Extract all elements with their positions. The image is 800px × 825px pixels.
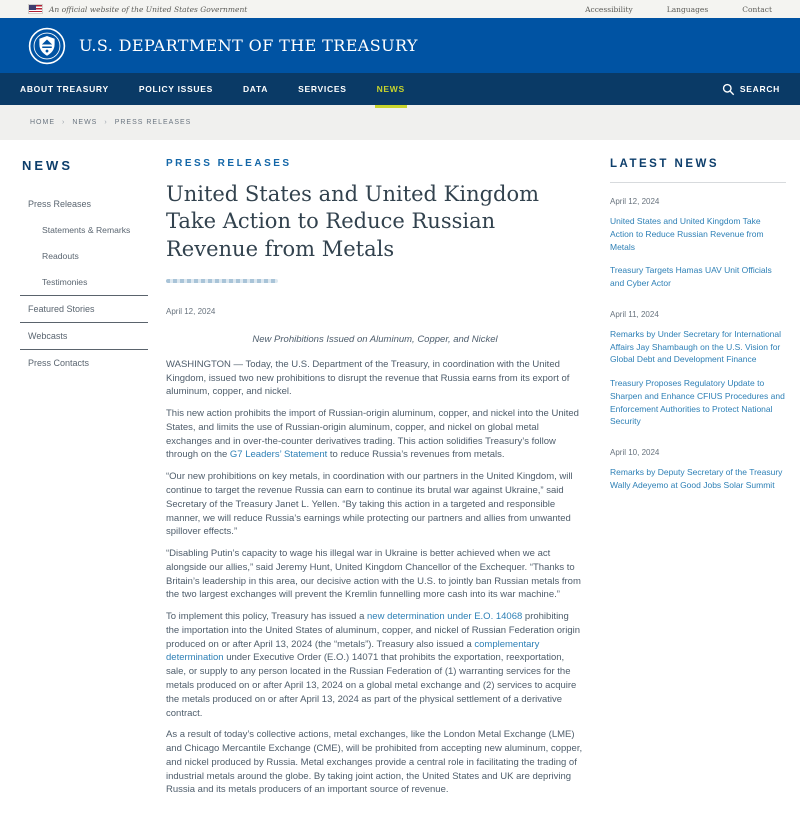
paragraph-text: “Our new prohibitions on key metals, in coordination with our partners in the United Kingdom, will continue to target the revenue Russia can earn to continue its brutal war against Ukraine,” said Secretary of the Treasury Janet L. Yellen. “By taking this action in a targeted and responsible manner, we will reduce Russia’s earnings while protecting our partners and allies from unwanted spillover effects.” (166, 471, 573, 538)
contact-link[interactable]: Contact (742, 4, 772, 14)
accessibility-link[interactable]: Accessibility (585, 4, 633, 14)
us-flag-icon (28, 4, 43, 14)
article-paragraph (166, 407, 584, 462)
utility-bar (0, 0, 800, 18)
breadcrumb-separator: › (62, 119, 66, 126)
sidebar-item-press-releases[interactable]: Press Releases (28, 199, 92, 209)
article-paragraph (166, 547, 584, 602)
languages-link[interactable]: Languages (666, 4, 709, 14)
active-tab-underline (375, 105, 407, 108)
paragraph-text: to reduce Russia’s revenues from metals. (327, 449, 505, 461)
paragraph-text: To implement this policy, Treasury has issued a (166, 611, 367, 623)
news-sidebar (0, 140, 148, 376)
latest-news-link[interactable]: United States and United Kingdom Take Action to Reduce Russian Revenue from Metals (610, 216, 764, 252)
article-kicker: PRESS RELEASES (166, 158, 292, 169)
g7-leaders-statement-link[interactable]: G7 Leaders’ Statement (229, 449, 328, 461)
nav-policy-issues[interactable]: POLICY ISSUES (138, 84, 213, 94)
paragraph-text: This new action prohibits the import of Russian-origin aluminum, copper, and nickel into the United States, and limits the use of Russian-origin aluminum, copper, and nickel on global metal exchanges and in over-the-counter derivatives trading. This action solidifies Treasury’s follow through on the (166, 408, 579, 461)
site-header (0, 18, 800, 73)
search-label: SEARCH (739, 84, 780, 94)
main-nav (0, 73, 800, 105)
article-paragraph (166, 610, 584, 720)
page-layout (0, 140, 800, 825)
paragraph-text: under Executive Order (E.O.) 14071 that prohibits the exportation, reexportation, sale, or supply to any person located in the Russian Federation of (1) warranting services for the metals produced on or after April 13, 2024 on a global metal exchange and (2) services to acquire the metals produced on or after April 13, 2024 as part of the physical settlement of a derivative contract. (166, 652, 577, 719)
latest-news-date: April 10, 2024 (610, 448, 660, 457)
search-icon (722, 83, 735, 96)
search-button[interactable] (722, 83, 780, 96)
nav-news-label: NEWS (376, 84, 405, 94)
utility-links (585, 5, 772, 14)
article-date: April 12, 2024 (166, 306, 216, 316)
latest-news-link[interactable]: Treasury Targets Hamas UAV Unit Officials and Cyber Actor (610, 265, 772, 288)
nav-news[interactable] (377, 73, 405, 105)
latest-news-group (610, 448, 786, 492)
paragraph-text: “Disabling Putin’s capacity to wage his illegal war in Ukraine is better achieved when we act alongside our allies,” said Jeremy Hunt, United Kingdom Chancellor of the Exchequer. “Thanks to Britain’s leadership in this area, our decisive action with the U.S. to jointly ban Russian metals from the two largest exchanges will prevent the Kremlin funnelling more cash into its war machine.” (166, 548, 581, 601)
treasury-seal-icon[interactable] (28, 27, 66, 65)
article-paragraph (166, 728, 584, 797)
nav-about-treasury[interactable]: ABOUT TREASURY (20, 84, 109, 94)
breadcrumb-news[interactable]: NEWS (72, 119, 98, 126)
nav-items (20, 73, 722, 105)
official-site-notice (28, 4, 247, 14)
latest-news-link[interactable]: Remarks by Under Secretary for International Affairs Jay Shambaugh on the U.S. Vision for Global Debt and Development Finance (610, 328, 782, 365)
nav-services[interactable]: SERVICES (298, 84, 347, 94)
latest-news-heading: LATEST NEWS (610, 158, 786, 183)
sidebar-heading: NEWS (22, 158, 73, 173)
nav-data[interactable]: DATA (242, 84, 269, 94)
sidebar-item-webcasts[interactable]: Webcasts (20, 322, 148, 349)
page-title: United States and United Kingdom Take Action to Reduce Russian Revenue from Metals (166, 182, 540, 261)
sidebar-item-testimonies[interactable]: Testimonies (42, 277, 88, 287)
latest-news-date: April 12, 2024 (610, 197, 660, 206)
breadcrumb-bar (0, 105, 800, 140)
breadcrumb (30, 119, 191, 126)
paragraph-text: prohibiting the importation into the United States of aluminum, copper, and nickel of Russian Federation origin produced on or after April 13, 2024 (the “metals”). Treasury also issued a (166, 611, 581, 650)
article-paragraph (166, 470, 584, 539)
breadcrumb-home[interactable]: HOME (30, 119, 55, 126)
sidebar-item-readouts[interactable]: Readouts (42, 251, 79, 261)
sidebar-item-press-contacts[interactable]: Press Contacts (20, 349, 148, 376)
latest-news-date: April 11, 2024 (610, 309, 659, 319)
new-determination-link[interactable]: new determination under E.O. 14068 (367, 611, 523, 623)
title-divider (166, 279, 278, 283)
latest-news-link[interactable]: Treasury Proposes Regulatory Update to Sharpen and Enhance CFIUS Procedures and Enforcement Authorities to Protect National Security (610, 378, 785, 427)
article-subtitle: New Prohibitions Issued on Aluminum, Copper, and Nickel (252, 333, 498, 345)
site-title[interactable]: U.S. DEPARTMENT OF THE TREASURY (79, 36, 418, 55)
latest-news-group (610, 310, 786, 428)
breadcrumb-press-releases[interactable]: PRESS RELEASES (114, 119, 192, 126)
article-paragraph (166, 358, 584, 399)
sidebar-item-statements-remarks[interactable]: Statements & Remarks (42, 225, 131, 235)
latest-news-group (610, 197, 786, 290)
official-site-text: An official website of the United States Government (49, 4, 248, 14)
sidebar-item-featured-stories[interactable]: Featured Stories (20, 295, 148, 322)
breadcrumb-separator: › (104, 119, 108, 126)
article-main (148, 140, 600, 825)
latest-news-link[interactable]: Remarks by Deputy Secretary of the Treasury Wally Adeyemo at Good Jobs Solar Summit (610, 467, 783, 490)
complementary-determination-link[interactable]: complementary determination (166, 638, 540, 664)
latest-news-rail (600, 140, 800, 512)
paragraph-text: WASHINGTON — Today, the U.S. Department of the Treasury, in coordination with the United Kingdom, issued two new prohibitions to disrupt the revenue that Russia earns from its export of aluminum, copper, and nickel. (166, 358, 570, 398)
paragraph-text: As a result of today’s collective actions, metal exchanges, like the London Metal Exchange (LME) and Chicago Mercantile Exchange (CME), will be prohibited from accepting new aluminum, copper, and nickel produced by Russia. Metal exchanges provide a central role in facilitating the trading of industrial metals around the globe. By taking joint action, the United States and UK are depriving Russia and its metals producers of an important source of revenue. (166, 729, 583, 796)
